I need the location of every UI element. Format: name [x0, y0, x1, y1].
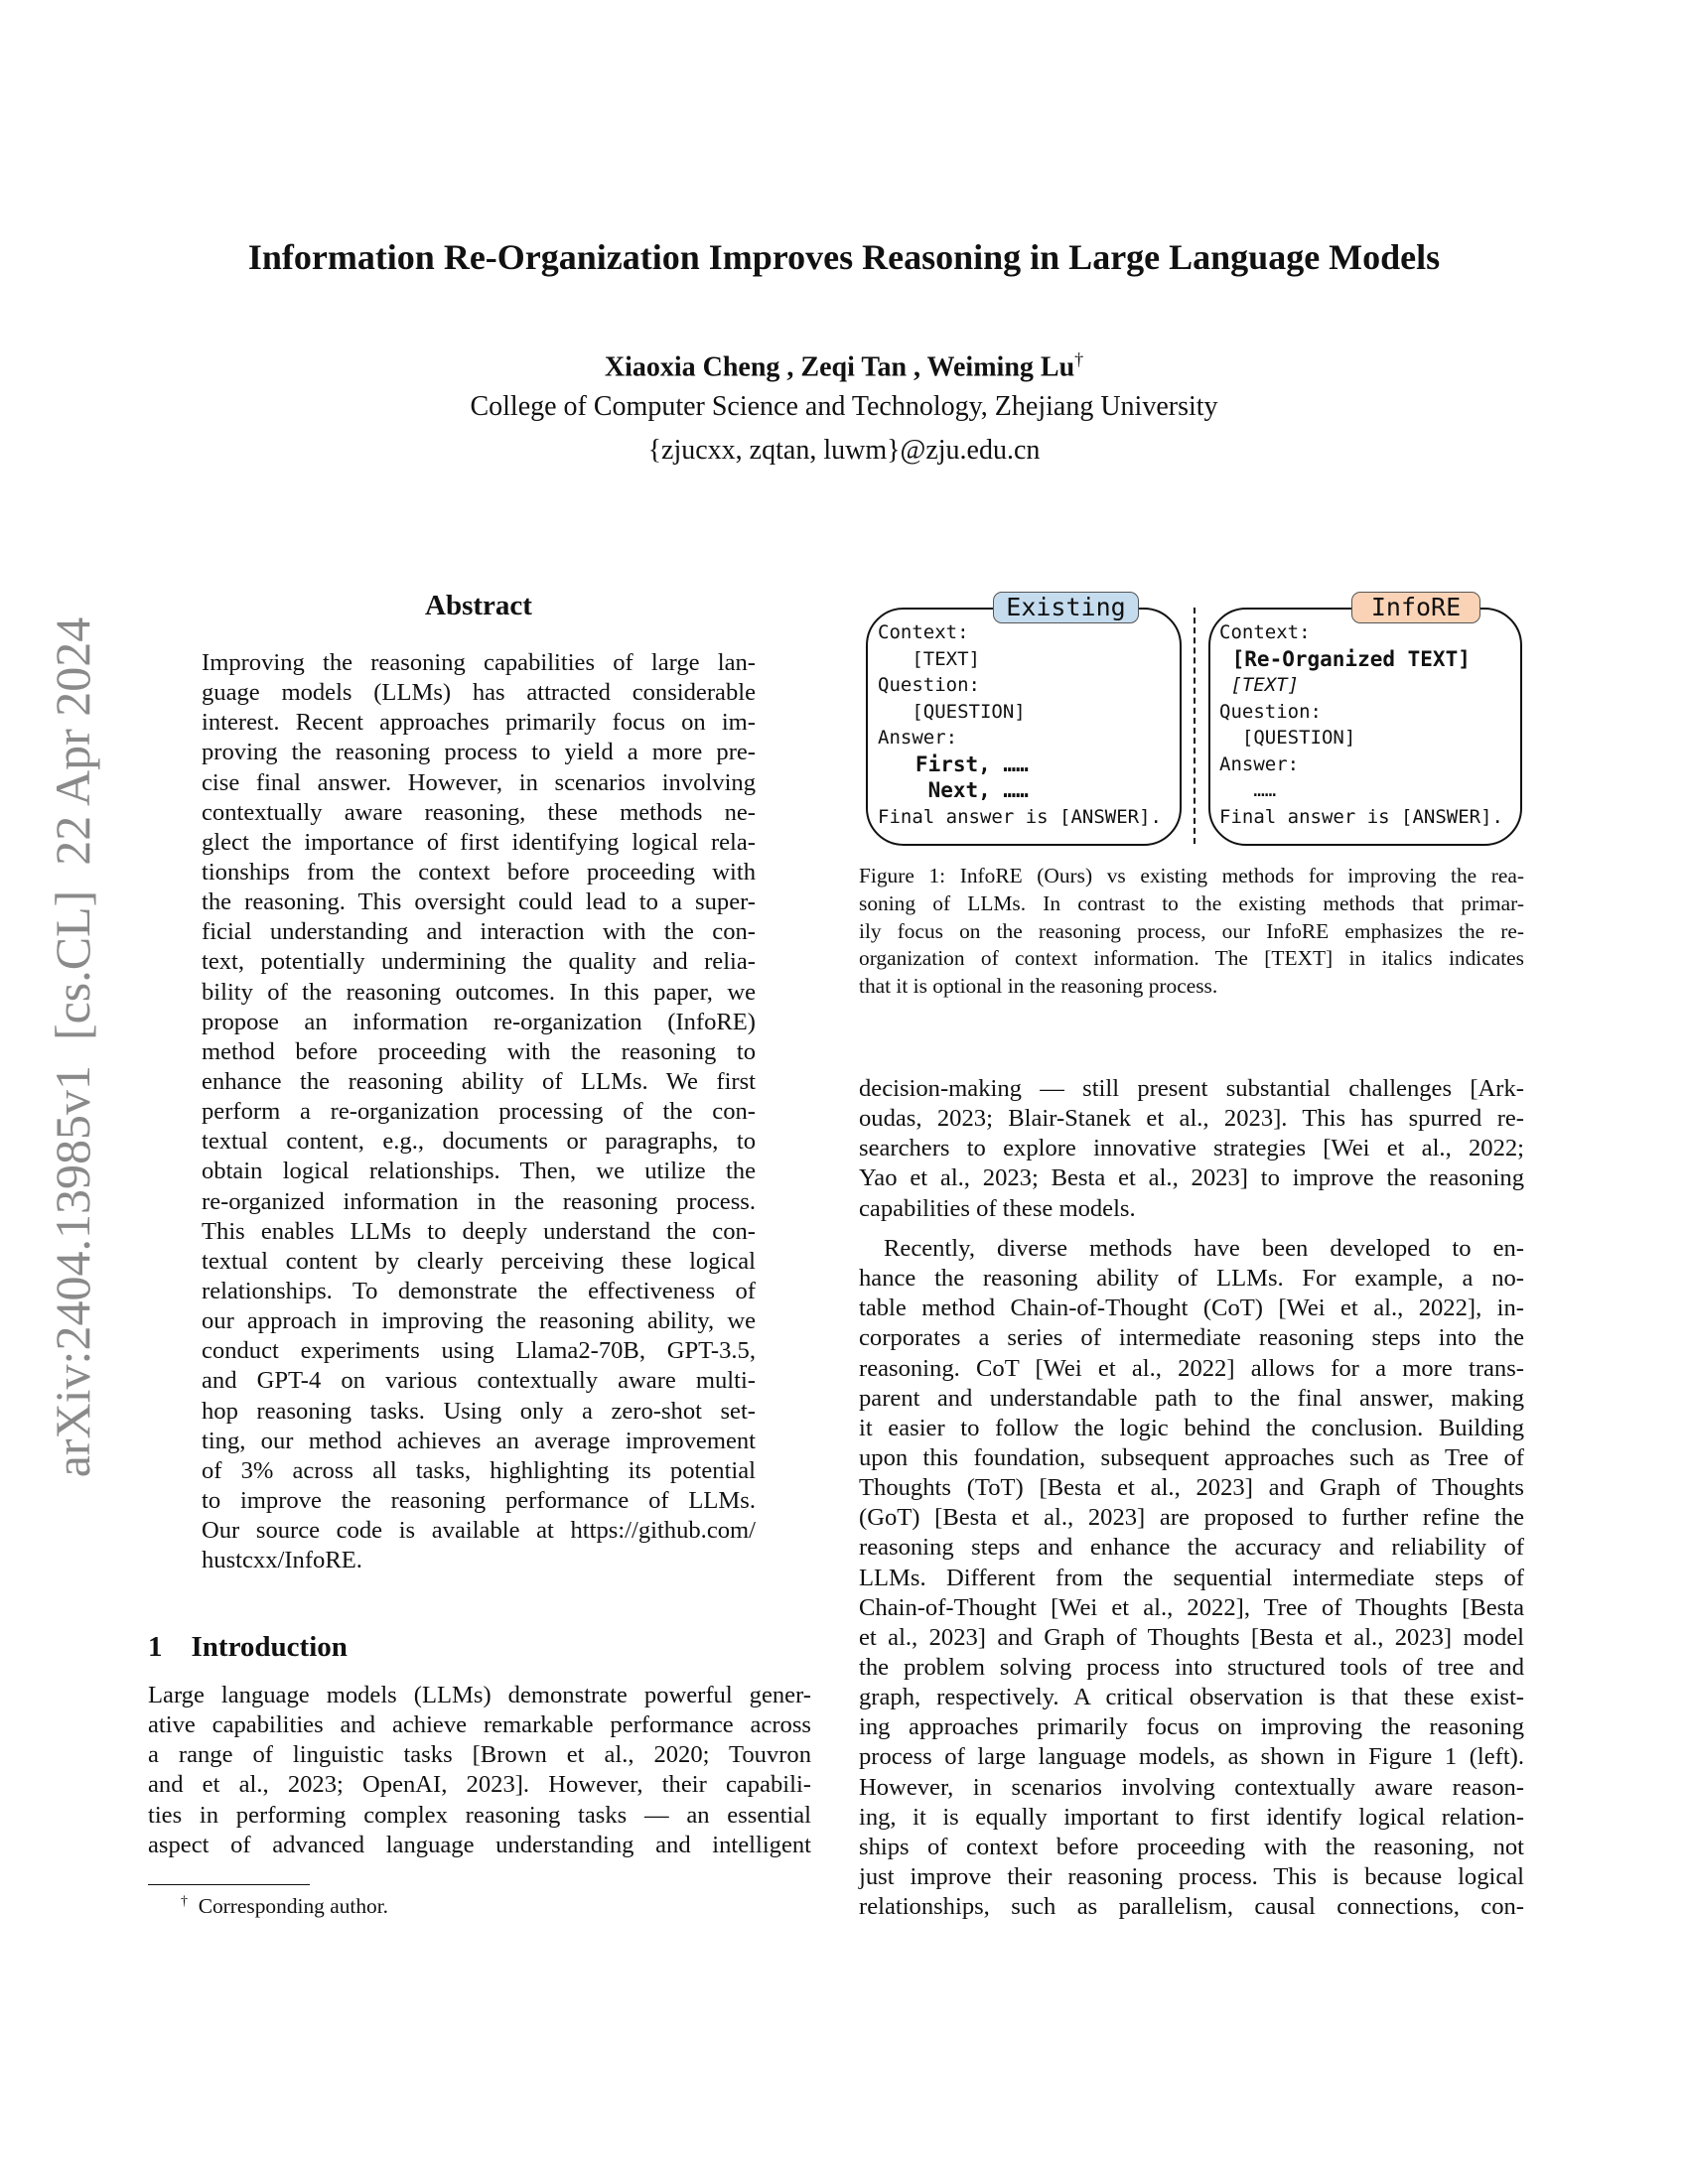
text-line: Large language models (LLMs) demonstrate powerful gener- — [148, 1682, 811, 1708]
text-line: upon this foundation, subsequent approaches such as Tree of — [859, 1443, 1524, 1471]
text-line: just improve their reasoning process. This is because logical — [859, 1862, 1524, 1890]
text-line: relationships, such as parallelism, causal connections, con- — [859, 1893, 1524, 1921]
authors — [0, 349, 1688, 383]
text-line: ties in performing complex reasoning tasks — an essential — [148, 1801, 811, 1829]
text-line: enhance the reasoning ability of LLMs. We first — [202, 1067, 756, 1095]
text-line: soning of LLMs. In contrast to the existing methods that primar- — [859, 890, 1524, 915]
text-line: ily focus on the reasoning process, our InfoRE emphasizes the re- — [859, 918, 1524, 943]
text-line: guage models (LLMs) has attracted considerable — [202, 679, 756, 707]
text-line: bility of the reasoning outcomes. In this paper, we — [202, 978, 756, 1006]
prompt-line: Context: — [1219, 621, 1311, 643]
text-line: perform a re-organization processing of the con- — [202, 1098, 756, 1126]
intro-paragraph-2 — [859, 1234, 1524, 1922]
prompt-line: First, …… — [878, 751, 1029, 776]
text-line: Improving the reasoning capabilities of large lan- — [202, 649, 756, 676]
existing-prompt-box — [866, 608, 1182, 846]
affiliation: College of Computer Science and Technology, Zhejiang University — [470, 391, 1218, 422]
prompt-line: Question: — [1219, 700, 1322, 723]
text-line: ative capabilities and achieve remarkable performance across — [148, 1711, 811, 1739]
existing-tag: Existing — [993, 592, 1139, 623]
abstract-heading: Abstract — [425, 590, 532, 621]
text-line: to improve the reasoning performance of LLMs. — [202, 1486, 756, 1514]
text-line: conduct experiments using Llama2-70B, GPT-3.5, — [202, 1337, 756, 1365]
infore-prompt-box — [1208, 608, 1522, 846]
text-line: Yao et al., 2023; Besta et al., 2023] to improve the reasoning — [859, 1164, 1524, 1192]
text-line: propose an information re-organization (InfoRE) — [202, 1008, 756, 1035]
text-line: reasoning. CoT [Wei et al., 2022] allows for a more trans- — [859, 1354, 1524, 1382]
text-line: searchers to explore innovative strategies [Wei et al., 2022; — [859, 1135, 1524, 1162]
prompt-line: [QUESTION] — [1219, 727, 1356, 749]
text-line: proving the reasoning process to yield a more pre- — [202, 739, 756, 766]
text-line: hustcxx/InfoRE. — [202, 1547, 362, 1574]
intro-paragraph-1 — [148, 1681, 811, 1860]
text-line: textual content by clearly perceiving these logical — [202, 1247, 756, 1275]
prompt-line: Context: — [878, 621, 969, 643]
text-line: hance the reasoning ability of LLMs. For example, a no- — [859, 1265, 1524, 1293]
text-line: ships of context before proceeding with the reasoning, not — [859, 1833, 1524, 1860]
text-line: However, in scenarios involving contextually aware reason- — [859, 1773, 1524, 1801]
text-line: Thoughts (ToT) [Besta et al., 2023] and Graph of Thoughts — [859, 1474, 1524, 1502]
prompt-line: [TEXT] — [878, 647, 980, 670]
text-line: process of large language models, as shown in Figure 1 (left). — [859, 1743, 1524, 1771]
text-line: text, potentially undermining the quality and relia- — [202, 948, 756, 976]
text-line: obtain logical relationships. Then, we utilize the — [202, 1158, 756, 1185]
prompt-line: [TEXT] — [1219, 674, 1300, 696]
footnote-text: Corresponding author. — [198, 1894, 389, 1919]
text-line: interest. Recent approaches primarily focus on im- — [202, 709, 756, 737]
text-line: a range of linguistic tasks [Brown et al., 2020; Touvron — [148, 1741, 811, 1769]
text-line: parent and understandable path to the final answer, making — [859, 1384, 1524, 1412]
text-line: graph, respectively. A critical observation is that these exist- — [859, 1684, 1524, 1711]
text-line: glect the importance of first identifying logical rela- — [202, 828, 756, 856]
figure-1-caption — [859, 863, 1524, 1001]
prompt-line: Next, …… — [878, 778, 1029, 802]
text-line: of 3% across all tasks, highlighting its potential — [202, 1456, 756, 1484]
text-line: and et al., 2023; OpenAI, 2023]. However, their capabili- — [148, 1771, 811, 1799]
footnote-rule — [148, 1884, 310, 1885]
prompt-line: [Re-Organized TEXT] — [1219, 646, 1471, 671]
text-line: ing, it is equally important to first identify logical relation- — [859, 1803, 1524, 1831]
text-line: reasoning steps and enhance the accuracy and reliability of — [859, 1534, 1524, 1562]
text-line: Figure 1: InfoRE (Ours) vs existing methods for improving the rea- — [859, 864, 1524, 887]
intro-paragraph-1-cont — [859, 1074, 1524, 1224]
text-line: table method Chain-of-Thought (CoT) [Wei et al., 2022], in- — [859, 1295, 1524, 1322]
abstract-body — [202, 648, 756, 1575]
text-line: hop reasoning tasks. Using only a zero-shot set- — [202, 1397, 756, 1425]
text-line: capabilities of these models. — [859, 1194, 1136, 1222]
text-line: oudas, 2023; Blair-Stanek et al., 2023]. This has spurred re- — [859, 1105, 1524, 1133]
arxiv-stamp: arXiv:2404.13985v1 [cs.CL] 22 Apr 2024 — [45, 616, 100, 1478]
prompt-line: Question: — [878, 674, 980, 696]
text-line: the problem solving process into structured tools of tree and — [859, 1653, 1524, 1681]
text-line: corporates a series of intermediate reasoning steps into the — [859, 1324, 1524, 1352]
text-line: et al., 2023] and Graph of Thoughts [Besta et al., 2023] model — [859, 1623, 1524, 1651]
text-line: it easier to follow the logic behind the conclusion. Building — [859, 1414, 1524, 1441]
infore-tag: InfoRE — [1351, 592, 1480, 623]
prompt-line: …… — [1219, 779, 1277, 801]
text-line: This enables LLMs to deeply understand the con- — [202, 1217, 756, 1245]
text-line: relationships. To demonstrate the effectiveness of — [202, 1277, 756, 1304]
text-line: Recently, diverse methods have been developed to en- — [884, 1235, 1524, 1262]
text-line: (GoT) [Besta et al., 2023] are proposed to further refine the — [859, 1504, 1524, 1532]
text-line: tionships from the context before proceeding with — [202, 858, 756, 886]
text-line: cise final answer. However, in scenarios involving — [202, 768, 756, 796]
footnote-mark: † — [181, 1894, 188, 1909]
text-line: and GPT-4 on various contextually aware multi- — [202, 1367, 756, 1395]
text-line: ficial understanding and interaction with the con- — [202, 918, 756, 946]
corresponding-mark: † — [1074, 349, 1084, 369]
author-names: Xiaoxia Cheng , Zeqi Tan , Weiming Lu — [604, 351, 1075, 383]
text-line: Chain-of-Thought [Wei et al., 2022], Tree of Thoughts [Besta — [859, 1593, 1524, 1621]
text-line: textual content, e.g., documents or paragraphs, to — [202, 1128, 756, 1156]
text-line: contextually aware reasoning, these methods ne- — [202, 798, 756, 826]
text-line: ing approaches primarily focus on improving the reasoning — [859, 1713, 1524, 1741]
text-line: aspect of advanced language understanding and intelligent — [148, 1831, 811, 1858]
text-line: Our source code is available at https://github.com/ — [202, 1517, 756, 1545]
text-line: organization of context information. The [TEXT] in italics indicates — [859, 946, 1524, 971]
section-heading-introduction: 1 Introduction — [148, 1631, 348, 1663]
text-line: that it is optional in the reasoning process. — [859, 974, 1218, 999]
paper-title: Information Re-Organization Improves Reasoning in Large Language Models — [247, 237, 1441, 277]
author-emails: {zjucxx, zqtan, luwm}@zju.edu.cn — [647, 435, 1041, 466]
text-line: ting, our method achieves an average improvement — [202, 1427, 756, 1454]
prompt-line: Answer: — [878, 727, 958, 749]
text-line: the reasoning. This oversight could lead to a super- — [202, 888, 756, 916]
prompt-line: [QUESTION] — [878, 700, 1026, 723]
prompt-line: Final answer is [ANSWER]. — [878, 805, 1162, 828]
text-line: method before proceeding with the reasoning to — [202, 1037, 756, 1065]
text-line: re-organized information in the reasoning process. — [202, 1187, 756, 1215]
text-line: LLMs. Different from the sequential intermediate steps of — [859, 1564, 1524, 1591]
figure-divider — [1194, 608, 1196, 844]
text-line: our approach in improving the reasoning ability, we — [202, 1307, 756, 1335]
infore-prompt-lines — [1210, 610, 1520, 830]
prompt-line: Answer: — [1219, 752, 1300, 775]
footnote — [181, 1894, 388, 1919]
prompt-line: Final answer is [ANSWER]. — [1219, 805, 1503, 828]
existing-prompt-lines — [868, 610, 1180, 830]
text-line: decision-making — still present substantial challenges [Ark- — [859, 1075, 1524, 1102]
